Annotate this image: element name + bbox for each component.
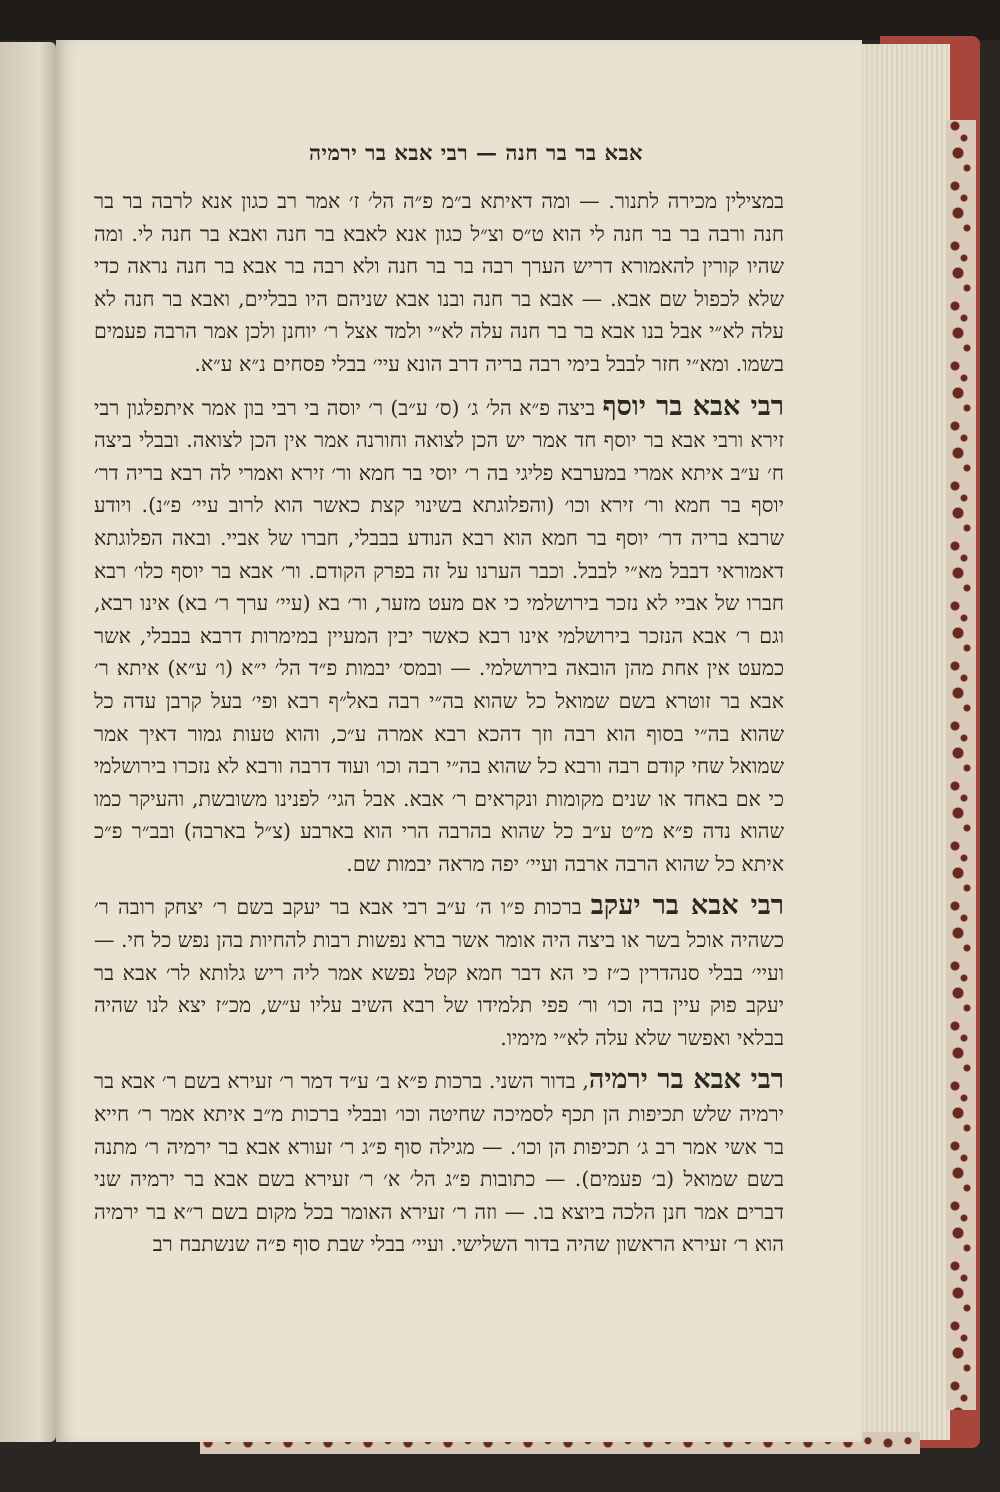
entry-heading-abba-bar-yaakov: רבי אבא בר יעקב <box>590 890 784 922</box>
paragraph-3 <box>94 890 784 1054</box>
paragraph-2-text: ביצה פ״א הל׳ ג׳ (ס׳ ע״ב) ר׳ יוסה בי רבי בון אמר איתפלגון רבי זירא ורבי אבא בר יוסף חד אמר יש הכן לצואה וחורנה אמר אין הכן לצואה. ובבלי ביצה ח׳ ע״ב איתא אמרי במערבא פליגי בה ר׳ יוסי בר חמא ור׳ זירא ואמרי לה רבא בריה דר׳ יוסף בר חמא ור׳ זירא וכו׳ (והפלוגתא בשינוי קצת כאשר הוא לרוב עיי׳ פ״נ). ויודע שרבא בריה דר׳ יוסף בר חמא הוא רבא הנודע בבבלי, חברו של אביי. ובאה הפלוגתא דאמוראי דבבל מא״י לבבל. וכבר הערנו על זה בפרק הקודם. ור׳ אבא בר יוסף כלו׳ רבא חברו של אביי לא נזכר בירושלמי כי אם מעט מזער, ור׳ בא (עיי׳ ערך ר׳ בא) אינו רבא, וגם ר׳ אבא הנזכר בירושלמי אינו רבא כאשר יבין המעיין במימרות דרבא בבבלי, אשר כמעט אין אחת מהן הובאה בירושלמי. — ובמס׳ יבמות פ״ד הל׳ י״א (ו׳ ע״א) איתא ר׳ אבא בר זוטרא בשם שמואל כל שהוא בה״י רבה באל״ף רבא ופי׳ בעל קרבן עדה כל שהוא בה״י בסוף הוא רבה וזך דהכא רבא אמרה ע״כ, והוא טעות גמור דאיך אמר שמואל שחי קודם רבה ורבא כל שהוא בה״י רבה וכו׳ ועוד דרבה ורבא לא נזכרו בירושלמי כי אם באחד או שנים מקומות ונקראים ר׳ אבא. אבל הגי׳ לפנינו משובשת, והעיקר כמו שהוא נדה פ״א מ״ט ע״ב כל שהוא בהרבה הרי הוא בארבע (צ״ל בארבה) ובב״ר פ״כ איתא כל שהוא הרבה ארבה ועיי׳ יפה מראה יבמות שם. <box>94 395 784 876</box>
paragraph-1-text: במצילין מכירה לתנור. — ומה דאיתא ב״מ פ״ה הל׳ ז׳ אמר רב כגון אנא לרבה בר בר חנה ורבה בר בר חנה לי הוא ט״ס וצ״ל כגון אנא לאבא בר חנה ואבא בר חנה לי. ומה שהיו קורין להאמורא דריש הערך רבה בר בר חנה ולא רבה בר אבא בר חנה נראה כדי שלא לכפול שם אבא. — אבא בר חנה ובנו אבא שניהם היו בבליים, ואבא בר חנה לא עלה לא״י אבל בנו אבא בר בר חנה עלה לא״י ולמד אצל ר׳ יוחנן ולכן אמר הרבה פעמים בשמו. ומא״י חזר לבבל בימי רבה בריה דרב הונא עיי׳ בבלי פסחים נ״א ע״א. <box>94 189 784 376</box>
scan-background <box>0 0 1000 40</box>
entry-heading-abba-bar-yosef: רבי אבא בר יוסף <box>602 390 784 422</box>
paragraph-3-text: ברכות פ״ו ה׳ ע״ב רבי אבא בר יעקב בשם ר׳ יצחק רובה ר׳ כשהיה אוכל בשר או ביצה היה אומר אשר ברא נפשות רבות להחיות בהן נפש כל חי. — ועיי׳ בבלי סנהדרין כ״ז כי הא דבר חמא קטל נפשא אמר ליה ריש גלותא לר׳ אבא בר יעקב פוק עיין בה וכו׳ ור׳ פפי תלמידו של רבא השיב עליו ע״ש, מכ״ז יצא לנו שהיה בבלאי ואפשר שלא עלה לא״י מימיו. <box>94 895 784 1050</box>
running-header: אבא בר בר חנה — רבי אבא בר ירמיה <box>308 140 644 165</box>
entry-heading-abba-bar-yirmeyah: רבי אבא בר ירמיה <box>588 1064 784 1096</box>
paragraph-4 <box>94 1064 784 1261</box>
book-page <box>56 40 862 1442</box>
paragraph-1 <box>94 185 784 381</box>
paragraph-2 <box>94 391 784 881</box>
marbled-edge <box>946 120 976 1410</box>
page-stack-edge <box>858 44 950 1440</box>
facing-page-edge <box>0 42 56 1442</box>
paragraph-4-text: , בדור השני. ברכות פ״א ב׳ ע״ד דמר ר׳ זעירא בשם ר׳ אבא בר ירמיה שלש תכיפות הן תכף לסמיכה שחיטה וכו׳ ובבלי ברכות מ״ב איתא אמר ר׳ חייא בר אשי אמר רב ג׳ תכיפות הן וכו׳. — מגילה סוף פ״ג ר׳ זעורא אבא בר ירמיה ר׳ מתנה בשם שמואל (ב׳ פעמים). — כתובות פ״ג הל׳ א׳ ר׳ זעירא בשם אבא בר ירמיה שני דברים אמר חנן הלכה ביוצא בו. — וזה ר׳ זעירא האומר בכל מקום בשם ר״א בר ירמיה הוא ר׳ זעירא הראשון שהיה בדור השלישי. ועיי׳ בבלי שבת סוף פ״ה שנשתבח רב <box>94 1069 784 1257</box>
body-text <box>94 185 784 1271</box>
